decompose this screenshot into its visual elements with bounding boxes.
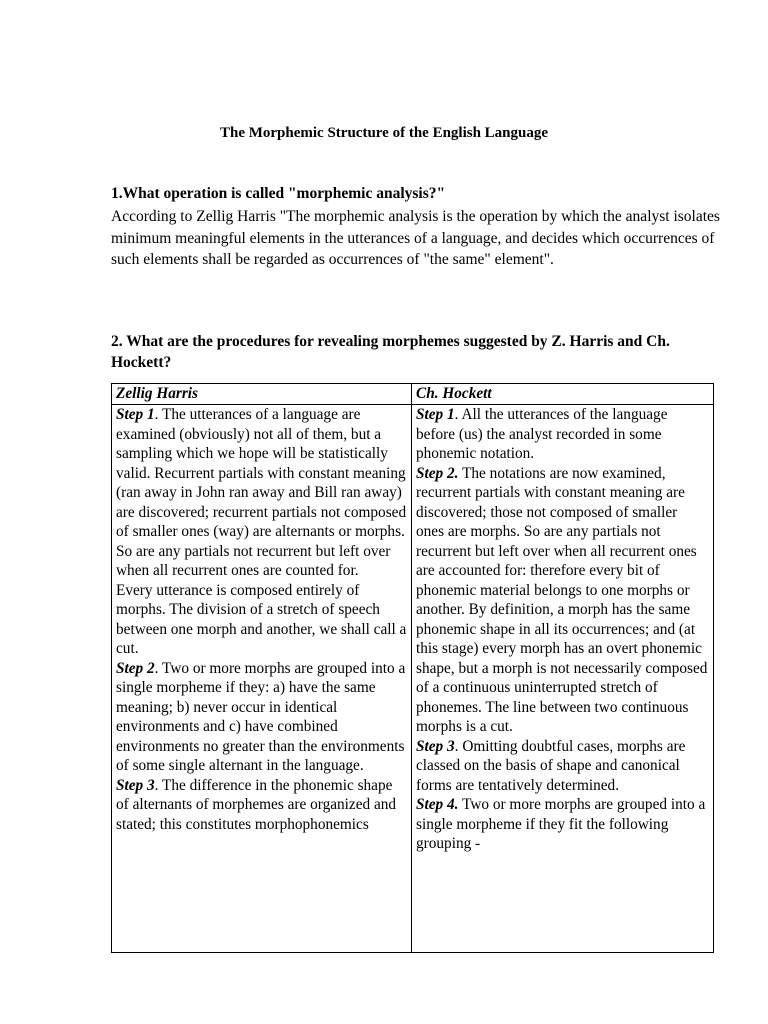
harris-step-2: Step 2. Two or more morphs are grouped into a single morpheme if they: a) have the same meaning; b) never occur in identical environments and c) have combined environments no greater than the environments of some single alternant in the language. <box>116 659 406 774</box>
table-row <box>112 405 714 953</box>
harris-cell <box>112 405 412 953</box>
step-label: Step 1 <box>416 406 455 423</box>
step-label: Step 3 <box>116 776 155 794</box>
step-label: Step 4. <box>416 796 459 813</box>
step-text: The utterances of a language are examined (obviously) not all of them, but a sampling which we hope will be statistically valid. Recurrent partials with constant meaning (ran away in John ran away and Bill ran away) are discovered; recurrent partials not composed of smaller ones (way) are alternants or morphs. So are any partials not recurrent but left over when all recurrent ones are counted for. <box>116 406 407 579</box>
hockett-step-3: Step 3. Omitting doubtful cases, morphs are classed on the basis of shape and canonical forms are tentatively determined. <box>416 737 686 794</box>
step-text: Omitting doubtful cases, morphs are classed on the basis of shape and canonical forms are tentatively determined. <box>416 737 686 794</box>
hockett-cell <box>412 405 714 953</box>
procedures-table <box>111 383 714 953</box>
step-text: The notations are now examined, recurrent partials with constant meaning are discovered; those not composed of smaller ones are morphs. So are any partials not recurrent but left over when all recurrent ones are accounted for: therefore every bit of phonemic material belongs to one morphs or another. By definition, a morph has the same phonemic shape in all its occurrences; and (at this stage) every morph has an overt phonemic shape, but a morph is not necessarily composed of a continuous uninterrupted stretch of phonemes. The line between two continuous morphs is a cut. <box>416 464 708 735</box>
step-label: Step 2. <box>416 464 459 482</box>
hockett-step-2 <box>416 464 709 737</box>
step-text: All the utterances of the language before (us) the analyst recorded in some phonemic notation. <box>416 406 668 462</box>
question-1-answer: According to Zellig Harris "The morphemic analysis is the operation by which the analyst isolates minimum meaningful elements in the utterances of a language, and decides which occurrences of such elements shall be regarded as occurrences of "the same" element". <box>111 208 720 268</box>
header-ch-hockett: Ch. Hockett <box>412 384 714 405</box>
step-text: Two or more morphs are grouped into a single morpheme if they: a) have the same meaning; b) never occur in identical environments and c) have combined environments no greater than the environments of some single alternant in the language. <box>116 659 406 774</box>
header-zellig-harris: Zellig Harris <box>112 384 412 405</box>
hockett-step-4 <box>416 795 709 854</box>
harris-step-3: Step 3. The difference in the phonemic shape of alternants of morphemes are organized and stated; this constitutes morphophonemics <box>116 776 397 833</box>
question-1-heading: 1.What operation is called "morphemic analysis?" <box>111 185 446 202</box>
hockett-step-1: Step 1. All the utterances of the language before (us) the analyst recorded in some phonemic notation. <box>416 406 668 462</box>
step-text: Two or more morphs are grouped into a single morpheme if they fit the following grouping - <box>416 796 706 852</box>
question-2-heading: 2. What are the procedures for revealing morphemes suggested by Z. Harris and Ch. Hockett? <box>111 333 670 371</box>
step-label: Step 2 <box>116 659 155 677</box>
step-label: Step 3 <box>416 737 455 755</box>
document-title: The Morphemic Structure of the English Language <box>219 125 549 141</box>
step-text: The difference in the phonemic shape of alternants of morphemes are organized and stated; this constitutes morphophonemics <box>116 776 397 833</box>
step-label: Step 1 <box>116 406 155 423</box>
harris-cut-paragraph: Every utterance is composed entirely of morphs. The division of a stretch of speech between one morph and another, we shall call a cut. <box>116 581 407 657</box>
table-header-row <box>112 384 714 405</box>
harris-step-1: Step 1. The utterances of a language are examined (obviously) not all of them, but a sampling which we hope will be statistically valid. Recurrent partials with constant meaning (ran away in John ran away and Bill ran away) are discovered; recurrent partials not composed of smaller ones (way) are alternants or morphs. So are any partials not recurrent but left over when all recurrent ones are counted for. <box>116 406 407 579</box>
